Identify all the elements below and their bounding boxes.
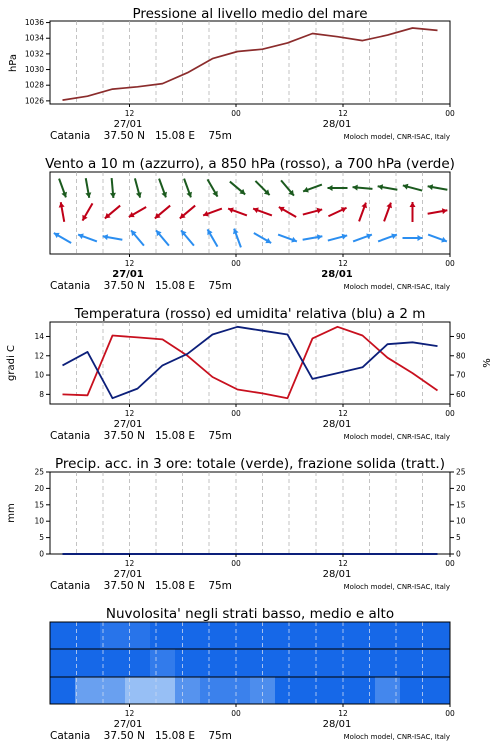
cloud-cell [125, 677, 150, 704]
temperature-series [63, 327, 438, 398]
wind-title: Vento a 10 m (azzurro), a 850 hPa (rosso), a 700 hPa (verde) [45, 156, 455, 172]
wind-arrow-700-hPa [59, 179, 67, 198]
humidity-ylabel: % [482, 358, 493, 368]
location-label: Catania 37.50 N 15.08 E 75m [50, 130, 232, 142]
date-label-1: 27/01 [113, 119, 143, 130]
wind-arrow-10-m [353, 234, 372, 242]
cloud-cell [200, 677, 225, 704]
x-tick-label: 12 [338, 259, 348, 268]
wind-arrow-10-m [403, 235, 423, 241]
y-tick-label: 15 [34, 500, 44, 510]
model-credit: Moloch model, CNR-ISAC, Italy [343, 283, 450, 291]
wind-arrow-850-hPa [410, 202, 416, 222]
x-tick-label: 12 [124, 109, 135, 118]
cloud-cell [400, 622, 425, 649]
cloud-cell [350, 649, 375, 677]
wind-arrow-850-hPa [155, 206, 170, 219]
x-tick-label: 00 [445, 409, 455, 418]
temperature-line [63, 327, 438, 398]
pressure-plot-frame [50, 21, 450, 104]
y2-tick-label: 5 [456, 533, 461, 543]
x-tick-label: 00 [231, 409, 241, 418]
cloud-cells [50, 622, 450, 704]
precipitation-y-ticks [34, 468, 465, 559]
date-label-2: 28/01 [322, 419, 352, 430]
model-credit: Moloch model, CNR-ISAC, Italy [343, 583, 450, 591]
location-label: Catania 37.50 N 15.08 E 75m [50, 580, 232, 592]
y2-tick-label: 25 [456, 467, 466, 477]
wind-arrow-10-m [78, 234, 97, 242]
y-tick-label: 1028 [24, 80, 44, 90]
cloud-cell [325, 649, 350, 677]
cloud-cell [375, 649, 400, 677]
wind-arrow-700-hPa [159, 179, 167, 198]
wind-arrow-850-hPa [279, 207, 296, 217]
pressure-panel [8, 6, 455, 142]
cloud-cell [100, 622, 125, 649]
wind-arrow-head [353, 185, 358, 191]
cloud-cell [425, 649, 450, 677]
wind-arrow-head [110, 193, 116, 198]
wind-arrow-10-m [233, 229, 241, 248]
cloud-cell [175, 677, 200, 704]
y-tick-label: 14 [34, 331, 44, 341]
wind-panel [45, 156, 455, 292]
wind-arrow-700-hPa [85, 178, 91, 198]
temperature-x-ticks [125, 404, 455, 418]
x-tick-label: 00 [231, 259, 241, 268]
cloud-cell [100, 677, 125, 704]
cloud-cell [400, 649, 425, 677]
y-tick-label: 12 [34, 351, 44, 361]
precipitation-grid [77, 472, 423, 554]
cloud-cell [200, 622, 225, 649]
x-tick-label: 12 [338, 109, 348, 118]
cloud-cell [425, 677, 450, 704]
humidity-y-ticks [450, 332, 466, 399]
wind-arrow-10-m [378, 234, 397, 242]
wind-arrow-850-hPa [82, 203, 92, 220]
wind-arrow-700-hPa [255, 181, 269, 195]
y-tick-label: 5 [39, 533, 44, 543]
x-tick-label: 12 [338, 409, 348, 418]
wind-arrow-850-hPa [359, 203, 367, 222]
date-label-2: 28/01 [322, 719, 352, 730]
cloud-cell [50, 622, 75, 649]
date-label-2: 28/01 [321, 269, 353, 280]
wind-arrow-700-hPa [230, 182, 245, 195]
cloud-cell [225, 649, 250, 677]
cloud-cell [225, 622, 250, 649]
y-tick-label: 1026 [24, 96, 44, 106]
wind-arrow-10-m [181, 230, 194, 245]
wind-arrow-850-hPa [303, 208, 322, 215]
y-tick-label: 1032 [24, 49, 44, 59]
wind-arrow-850-hPa [59, 202, 65, 222]
wind-arrow-700-hPa [403, 184, 422, 191]
y-tick-label: 10 [34, 516, 44, 526]
precipitation-x-ticks [125, 554, 455, 568]
wind-arrow-head [410, 202, 416, 207]
y-tick-label: 10 [34, 370, 44, 380]
cloud-panel [50, 606, 455, 742]
cloud-cell [425, 622, 450, 649]
temperature-title: Temperatura (rosso) ed umidita' relativa (blu) a 2 m [74, 306, 426, 322]
wind-arrow-10-m [328, 234, 347, 241]
date-label-1: 27/01 [112, 269, 144, 280]
x-tick-label: 12 [124, 409, 135, 418]
wind-arrow-700-hPa [303, 185, 322, 193]
wind-arrow-850-hPa [129, 207, 146, 217]
y-tick-label: 20 [34, 483, 44, 493]
wind-arrow-700-hPa [378, 184, 398, 190]
wind-arrow-head [328, 185, 333, 191]
cloud-cell [300, 649, 325, 677]
y2-tick-label: 60 [456, 389, 466, 399]
temperature-y-ticks [34, 332, 50, 399]
y2-tick-label: 90 [456, 331, 466, 341]
wind-arrow-850-hPa [228, 208, 247, 216]
cloud-cell [375, 622, 400, 649]
cloud-cell [100, 649, 125, 677]
x-tick-label: 00 [231, 109, 241, 118]
y-tick-label: 0 [39, 549, 44, 559]
cloud-cell [175, 622, 200, 649]
pressure-grid [77, 21, 423, 104]
wind-arrow-850-hPa [203, 209, 222, 217]
pressure-series [63, 28, 438, 100]
cloud-cell [275, 649, 300, 677]
model-credit: Moloch model, CNR-ISAC, Italy [343, 433, 450, 441]
x-tick-label: 00 [231, 709, 241, 718]
cloud-cell [400, 677, 425, 704]
cloud-cell [125, 649, 150, 677]
cloud-cell [75, 622, 100, 649]
x-tick-label: 12 [338, 709, 348, 718]
model-credit: Moloch model, CNR-ISAC, Italy [343, 133, 450, 141]
precipitation-panel [6, 456, 466, 592]
x-tick-label: 00 [445, 259, 455, 268]
date-label-1: 27/01 [113, 719, 143, 730]
cloud-cell [125, 622, 150, 649]
cloud-cell [350, 677, 375, 704]
x-tick-label: 00 [231, 559, 241, 568]
y-tick-label: 8 [39, 389, 44, 399]
wind-arrow-10-m [103, 234, 123, 240]
y-tick-label: 1030 [24, 65, 44, 75]
cloud-cell [300, 677, 325, 704]
x-tick-label: 00 [445, 559, 455, 568]
wind-arrow-10-m [254, 233, 271, 243]
cloud-cell [275, 677, 300, 704]
wind-arrow-10-m [428, 235, 447, 243]
cloud-cell [75, 649, 100, 677]
pressure-x-ticks [125, 104, 455, 118]
wind-arrow-10-m [278, 235, 297, 243]
y-tick-label: 1036 [24, 18, 44, 28]
cloud-cell [275, 622, 300, 649]
wind-arrow-700-hPa [328, 185, 348, 191]
model-credit: Moloch model, CNR-ISAC, Italy [343, 733, 450, 741]
wind-arrow-700-hPa [135, 178, 142, 197]
temperature-ylabel: gradi C [6, 345, 17, 381]
cloud-cell [50, 677, 75, 704]
wind-arrow-10-m [54, 233, 71, 243]
cloud-cell [150, 622, 175, 649]
cloud-title: Nuvolosita' negli strati basso, medio e alto [105, 606, 395, 622]
date-label-2: 28/01 [322, 569, 352, 580]
wind-arrow-700-hPa [184, 179, 192, 198]
date-label-1: 27/01 [113, 569, 143, 580]
y-tick-label: 25 [34, 467, 44, 477]
y2-tick-label: 0 [456, 549, 461, 559]
wind-arrow-10-m [156, 230, 169, 245]
pressure-line [63, 28, 438, 100]
cloud-cell [150, 677, 175, 704]
wind-x-ticks [125, 254, 455, 268]
wind-arrow-700-hPa [428, 184, 448, 190]
location-label: Catania 37.50 N 15.08 E 75m [50, 430, 232, 442]
wind-grid [77, 172, 423, 254]
y2-tick-label: 15 [456, 500, 466, 510]
wind-arrow-850-hPa [105, 206, 120, 219]
pressure-ylabel: hPa [8, 53, 19, 73]
cloud-cell [150, 649, 175, 677]
wind-arrow-700-hPa [110, 178, 116, 198]
wind-arrow-10-m [131, 230, 144, 245]
humidity-line [63, 327, 438, 398]
precipitation-ylabel: mm [6, 503, 17, 523]
y2-tick-label: 10 [456, 516, 466, 526]
cloud-cell [75, 677, 100, 704]
wind-arrow-10-m [303, 234, 323, 240]
x-tick-label: 00 [445, 109, 455, 118]
pressure-y-ticks [25, 18, 50, 105]
cloud-x-ticks [125, 704, 455, 718]
x-tick-label: 12 [124, 559, 135, 568]
wind-arrow-850-hPa [328, 207, 346, 216]
temperature-panel [6, 306, 493, 442]
cloud-cell [225, 677, 250, 704]
date-label-1: 27/01 [113, 419, 143, 430]
y2-tick-label: 80 [456, 351, 466, 361]
wind-arrow-head [418, 235, 423, 241]
y-tick-label: 1034 [24, 33, 44, 43]
wind-arrows [54, 178, 448, 247]
precipitation-plot-frame [50, 472, 450, 554]
x-tick-label: 12 [124, 709, 135, 718]
cloud-cell [325, 622, 350, 649]
location-label: Catania 37.50 N 15.08 E 75m [50, 730, 232, 742]
wind-arrow-850-hPa [428, 208, 448, 214]
x-tick-label: 00 [445, 709, 455, 718]
cloud-cell [175, 649, 200, 677]
location-label: Catania 37.50 N 15.08 E 75m [50, 280, 232, 292]
y2-tick-label: 70 [456, 370, 466, 380]
date-label-2: 28/01 [322, 119, 352, 130]
cloud-cell [200, 649, 225, 677]
y2-tick-label: 20 [456, 483, 466, 493]
cloud-cell [375, 677, 400, 704]
x-tick-label: 12 [124, 259, 135, 268]
cloud-cell [50, 649, 75, 677]
wind-arrow-850-hPa [384, 203, 392, 222]
pressure-title: Pressione al livello medio del mare [132, 6, 368, 22]
cloud-cell [350, 622, 375, 649]
cloud-cell [300, 622, 325, 649]
x-tick-label: 12 [338, 559, 348, 568]
precipitation-title: Precip. acc. in 3 ore: totale (verde), frazione solida (tratt.) [55, 456, 445, 472]
cloud-cell [325, 677, 350, 704]
wind-arrow-700-hPa [281, 180, 294, 195]
